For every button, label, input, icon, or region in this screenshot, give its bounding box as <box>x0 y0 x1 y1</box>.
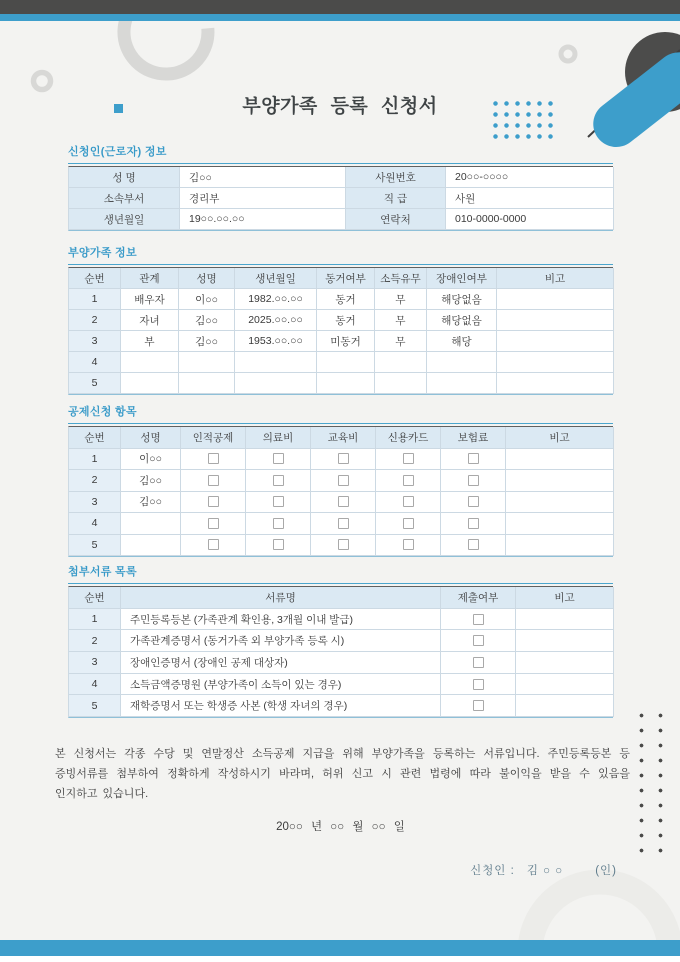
cell-checkbox <box>441 609 516 631</box>
cell-remark <box>506 449 614 471</box>
cell-relation <box>121 373 179 394</box>
col-header: 교육비 <box>311 427 376 449</box>
cell-checkbox <box>441 630 516 652</box>
page-title: 부양가족 등록 신청서 <box>242 96 438 117</box>
cell-document-name: 소득금액증명원 (부양가족이 소득이 있는 경우) <box>121 674 441 696</box>
field-label: 생년월일 <box>69 209 180 230</box>
row-number: 2 <box>69 470 121 492</box>
dependents-table <box>68 267 613 395</box>
cell-relation: 배우자 <box>121 289 179 310</box>
cell-income: 무 <box>375 310 427 331</box>
cell-checkbox <box>246 470 311 492</box>
cell-name: 김○○ <box>121 470 181 492</box>
cell-checkbox <box>441 674 516 696</box>
checkbox-unchecked[interactable] <box>473 635 484 646</box>
cell-checkbox <box>311 513 376 535</box>
section-applicant-info <box>68 145 613 231</box>
bottom-white-strip <box>0 956 680 962</box>
section-dependents <box>68 246 613 395</box>
checkbox-unchecked[interactable] <box>403 539 414 550</box>
cell-checkbox <box>441 449 506 471</box>
cell-checkbox <box>311 470 376 492</box>
cell-checkbox <box>441 652 516 674</box>
cell-relation: 부 <box>121 331 179 352</box>
col-header: 서류명 <box>121 587 441 609</box>
cell-name: 김○○ <box>179 331 235 352</box>
cell-remark <box>506 513 614 535</box>
row-number: 3 <box>69 652 121 674</box>
col-header: 제출여부 <box>441 587 516 609</box>
cell-name: 이○○ <box>179 289 235 310</box>
cell-checkbox <box>441 535 506 557</box>
cell-income <box>375 352 427 373</box>
col-header: 신용카드 <box>376 427 441 449</box>
checkbox-unchecked[interactable] <box>208 453 219 464</box>
cell-checkbox <box>441 695 516 717</box>
applicant-info-table <box>68 166 613 231</box>
row-number: 4 <box>69 674 121 696</box>
col-header: 순번 <box>69 587 121 609</box>
cell-checkbox <box>376 492 441 514</box>
row-number: 4 <box>69 513 121 535</box>
signature-label: 신청인 : <box>470 865 515 877</box>
cell-checkbox <box>181 513 246 535</box>
cell-checkbox <box>376 470 441 492</box>
cell-name <box>179 352 235 373</box>
cell-birthdate: 1953.○○.○○ <box>235 331 317 352</box>
signature-name: 김 ○ ○ <box>526 865 564 877</box>
cell-name <box>121 513 181 535</box>
cell-disability <box>427 352 497 373</box>
row-number: 4 <box>69 352 121 373</box>
field-value: 김○○ <box>180 167 346 188</box>
checkbox-unchecked[interactable] <box>468 496 479 507</box>
cell-checkbox <box>246 535 311 557</box>
cell-birthdate: 1982.○○.○○ <box>235 289 317 310</box>
cell-income <box>375 373 427 394</box>
field-value: 010-0000-0000 <box>446 209 614 230</box>
cell-name: 김○○ <box>179 310 235 331</box>
checkbox-unchecked[interactable] <box>403 475 414 486</box>
cell-checkbox <box>441 513 506 535</box>
row-number: 3 <box>69 331 121 352</box>
cell-remark <box>506 470 614 492</box>
cell-checkbox <box>311 449 376 471</box>
checkbox-unchecked[interactable] <box>468 518 479 529</box>
cell-income: 무 <box>375 289 427 310</box>
cell-name: 이○○ <box>121 449 181 471</box>
field-value: 19○○.○○.○○ <box>180 209 346 230</box>
checkbox-unchecked[interactable] <box>338 539 349 550</box>
col-header: 보험료 <box>441 427 506 449</box>
checkbox-unchecked[interactable] <box>273 496 284 507</box>
field-label: 사원번호 <box>346 167 446 188</box>
deductions-table <box>68 426 613 557</box>
cell-cohabit <box>317 373 375 394</box>
checkbox-unchecked[interactable] <box>273 518 284 529</box>
cell-name <box>179 373 235 394</box>
cell-checkbox <box>441 470 506 492</box>
col-header: 소득유무 <box>375 268 427 289</box>
checkbox-unchecked[interactable] <box>273 475 284 486</box>
col-header: 생년월일 <box>235 268 317 289</box>
col-header: 동거여부 <box>317 268 375 289</box>
cell-remark <box>516 652 614 674</box>
checkbox-unchecked[interactable] <box>273 539 284 550</box>
cell-checkbox <box>246 449 311 471</box>
row-number: 5 <box>69 373 121 394</box>
cell-name: 김○○ <box>121 492 181 514</box>
signature-seal: (인) <box>595 865 617 877</box>
cell-remark <box>506 535 614 557</box>
checkbox-unchecked[interactable] <box>208 518 219 529</box>
checkbox-unchecked[interactable] <box>473 679 484 690</box>
top-dark-bar <box>0 0 680 14</box>
cell-cohabit: 동거 <box>317 310 375 331</box>
checkbox-unchecked[interactable] <box>473 614 484 625</box>
cell-checkbox <box>246 492 311 514</box>
cell-remark <box>497 310 614 331</box>
row-number: 3 <box>69 492 121 514</box>
checkbox-unchecked[interactable] <box>468 475 479 486</box>
cell-relation <box>121 352 179 373</box>
section-heading: 공제신청 항목 <box>68 405 613 424</box>
col-header: 순번 <box>69 268 121 289</box>
section-heading: 첨부서류 목록 <box>68 565 613 584</box>
col-header: 비고 <box>506 427 614 449</box>
cell-remark <box>516 609 614 631</box>
checkbox-unchecked[interactable] <box>403 496 414 507</box>
checkbox-unchecked[interactable] <box>403 518 414 529</box>
cell-birthdate <box>235 352 317 373</box>
cell-remark <box>497 352 614 373</box>
checkbox-unchecked[interactable] <box>338 496 349 507</box>
cell-checkbox <box>311 535 376 557</box>
cell-document-name: 장애인증명서 (장애인 공제 대상자) <box>121 652 441 674</box>
field-label: 소속부서 <box>69 188 180 209</box>
field-label: 성 명 <box>69 167 180 188</box>
cell-checkbox <box>376 535 441 557</box>
checkbox-unchecked[interactable] <box>338 453 349 464</box>
section-heading: 신청인(근로자) 정보 <box>68 145 613 164</box>
cell-checkbox <box>246 513 311 535</box>
cell-checkbox <box>376 513 441 535</box>
attachments-table <box>68 586 613 718</box>
field-value: 사원 <box>446 188 614 209</box>
row-number: 5 <box>69 695 121 717</box>
cell-name <box>121 535 181 557</box>
row-number: 2 <box>69 630 121 652</box>
col-header: 성명 <box>179 268 235 289</box>
cell-remark <box>506 492 614 514</box>
cell-document-name: 재학증명서 또는 학생증 사본 (학생 자녀의 경우) <box>121 695 441 717</box>
col-header: 비고 <box>516 587 614 609</box>
field-label: 직 급 <box>346 188 446 209</box>
notice-paragraph: 본 신청서는 각종 수당 및 연말정산 소득공제 지급을 위해 부양가족을 등록하는 서류입니다. 주민등록등본 등 증빙서류를 첨부하여 정확하게 작성하시기 바라며, 허위 신고 시 관련 법령에 따라 불이익을 받을 수 있음을 인지하고 있습니다. <box>55 748 630 800</box>
section-heading: 부양가족 정보 <box>68 246 613 265</box>
row-number: 1 <box>69 289 121 310</box>
checkbox-unchecked[interactable] <box>208 539 219 550</box>
cell-remark <box>516 674 614 696</box>
row-number: 5 <box>69 535 121 557</box>
ring-decoration-right <box>561 47 575 61</box>
col-header: 의료비 <box>246 427 311 449</box>
cell-relation: 자녀 <box>121 310 179 331</box>
ring-decoration-left <box>34 73 51 90</box>
cell-document-name: 주민등록등본 (가족관계 확인용, 3개월 이내 발급) <box>121 609 441 631</box>
cell-checkbox <box>441 492 506 514</box>
blue-dot-grid-decoration <box>490 98 556 142</box>
top-accent-bar <box>0 14 680 21</box>
cell-birthdate <box>235 373 317 394</box>
checkbox-unchecked[interactable] <box>473 700 484 711</box>
col-header: 인적공제 <box>181 427 246 449</box>
cell-checkbox <box>376 449 441 471</box>
cell-cohabit <box>317 352 375 373</box>
cell-checkbox <box>311 492 376 514</box>
cell-disability <box>427 373 497 394</box>
cell-checkbox <box>181 470 246 492</box>
cell-document-name: 가족관계증명서 (동거가족 외 부양가족 등록 시) <box>121 630 441 652</box>
cell-disability: 해당없음 <box>427 289 497 310</box>
cell-birthdate: 2025.○○.○○ <box>235 310 317 331</box>
field-label: 연락처 <box>346 209 446 230</box>
row-number: 1 <box>69 449 121 471</box>
col-header: 장애인여부 <box>427 268 497 289</box>
cell-remark <box>497 331 614 352</box>
checkbox-unchecked[interactable] <box>473 657 484 668</box>
dark-dot-grid-decoration <box>632 708 670 858</box>
checkbox-unchecked[interactable] <box>208 496 219 507</box>
cell-remark <box>516 630 614 652</box>
cell-remark <box>516 695 614 717</box>
cell-cohabit: 동거 <box>317 289 375 310</box>
checkbox-unchecked[interactable] <box>403 453 414 464</box>
checkbox-unchecked[interactable] <box>468 453 479 464</box>
field-value: 20○○-○○○○ <box>446 167 614 188</box>
date-line: 20○○ 년 ○○ 월 ○○ 일 <box>276 821 405 833</box>
col-header: 성명 <box>121 427 181 449</box>
title-square-bullet <box>114 104 123 113</box>
cell-checkbox <box>181 535 246 557</box>
cell-remark <box>497 373 614 394</box>
cell-income: 무 <box>375 331 427 352</box>
col-header: 비고 <box>497 268 614 289</box>
cell-disability: 해당없음 <box>427 310 497 331</box>
cell-disability: 해당 <box>427 331 497 352</box>
field-value: 경리부 <box>180 188 346 209</box>
checkbox-unchecked[interactable] <box>338 475 349 486</box>
col-header: 관계 <box>121 268 179 289</box>
row-number: 2 <box>69 310 121 331</box>
cell-remark <box>497 289 614 310</box>
checkbox-unchecked[interactable] <box>208 475 219 486</box>
section-deductions <box>68 405 613 557</box>
row-number: 1 <box>69 609 121 631</box>
cell-checkbox <box>181 492 246 514</box>
cell-cohabit: 미동거 <box>317 331 375 352</box>
checkbox-unchecked[interactable] <box>468 539 479 550</box>
cell-checkbox <box>181 449 246 471</box>
col-header: 순번 <box>69 427 121 449</box>
checkbox-unchecked[interactable] <box>338 518 349 529</box>
section-attachments <box>68 565 613 718</box>
checkbox-unchecked[interactable] <box>273 453 284 464</box>
bottom-accent-bar <box>0 940 680 956</box>
signature-line <box>470 862 617 878</box>
